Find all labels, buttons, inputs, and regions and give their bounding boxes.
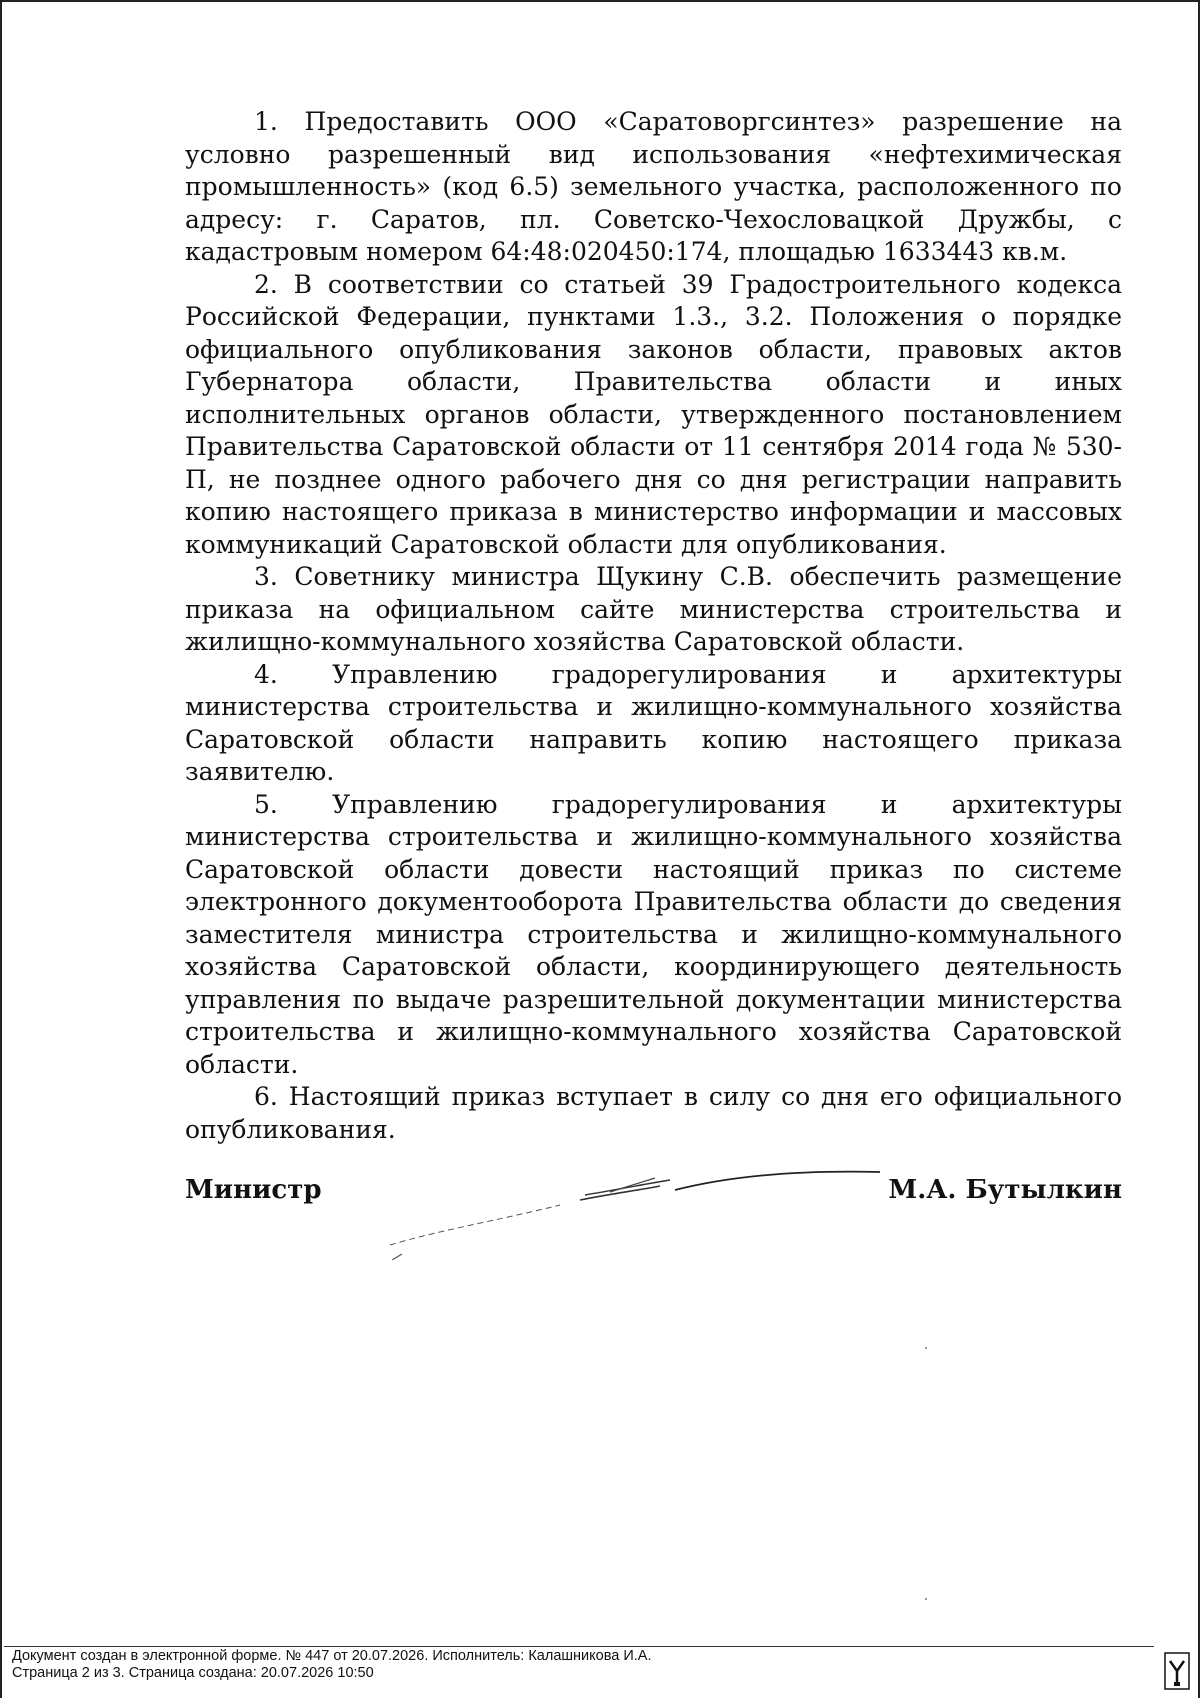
paragraph-1: 1. Предоставить ООО «Саратоворгсинтез» разрешение на условно разрешенный вид использования «нефтехимическая промышленность» (код 6.5) земельного участка, расположенного по адресу: г. Саратов, пл. Советско-Чехословацкой Дружбы, с кадастровым номером 64:48:020450:174, площадью 1633443 кв.м. [185, 107, 1122, 266]
signer-position: Министр [185, 1175, 322, 1205]
footer-divider [4, 1646, 1154, 1647]
signer-name: М.А. Бутылкин [888, 1175, 1122, 1205]
paragraph-3: 3. Советнику министра Щукину С.В. обеспечить размещение приказа на официальном сайте министерства строительства и жилищно-коммунального хозяйства Саратовской области. [185, 562, 1122, 656]
signature-block [185, 1175, 1122, 1215]
scan-speck [925, 1347, 927, 1349]
paragraph-4: 4. Управлению градорегулирования и архитектуры министерства строительства и жилищно-коммунального хозяйства Саратовской области направить копию настоящего приказа заявителю. [185, 659, 1122, 786]
document-footer [12, 1648, 1152, 1682]
document-body [185, 106, 1122, 1146]
paragraph-5: 5. Управлению градорегулирования и архитектуры министерства строительства и жилищно-коммунального хозяйства Саратовской области довести настоящий приказ по системе электронного документооборота Правительства области до сведения заместителя министра строительства и жилищно-коммунального хозяйства Саратовской области, координирующего деятельность управления по выдаче разрешительной документации министерства строительства и жилищно-коммунального хозяйства Саратовской области. [185, 789, 1122, 1079]
paragraph-2: 2. В соответствии со статьей 39 Градостроительного кодекса Российской Федерации, пунктами 1.3., 3.2. Положения о порядке официального опубликования законов области, правовых актов Губернатора области, Правительства области и иных исполнительных органов области, утвержденного постановлением Правительства Саратовской области от 11 сентября 2014 года № 530-П, не позднее одного рабочего дня со дня регистрации направить копию настоящего приказа в министерство информации и массовых коммуникаций Саратовской области для опубликования. [185, 269, 1122, 559]
document-stamp-icon [1164, 1652, 1190, 1690]
paragraph-6: 6. Настоящий приказ вступает в силу со дня его официального опубликования. [185, 1082, 1122, 1144]
scan-speck [925, 1598, 927, 1600]
footer-line-1: Документ создан в электронной форме. № 447 от 20.07.2026. Исполнитель: Калашникова И.А. [12, 1648, 652, 1664]
footer-line-2: Страница 2 из 3. Страница создана: 20.07.2026 10:50 [12, 1665, 374, 1681]
